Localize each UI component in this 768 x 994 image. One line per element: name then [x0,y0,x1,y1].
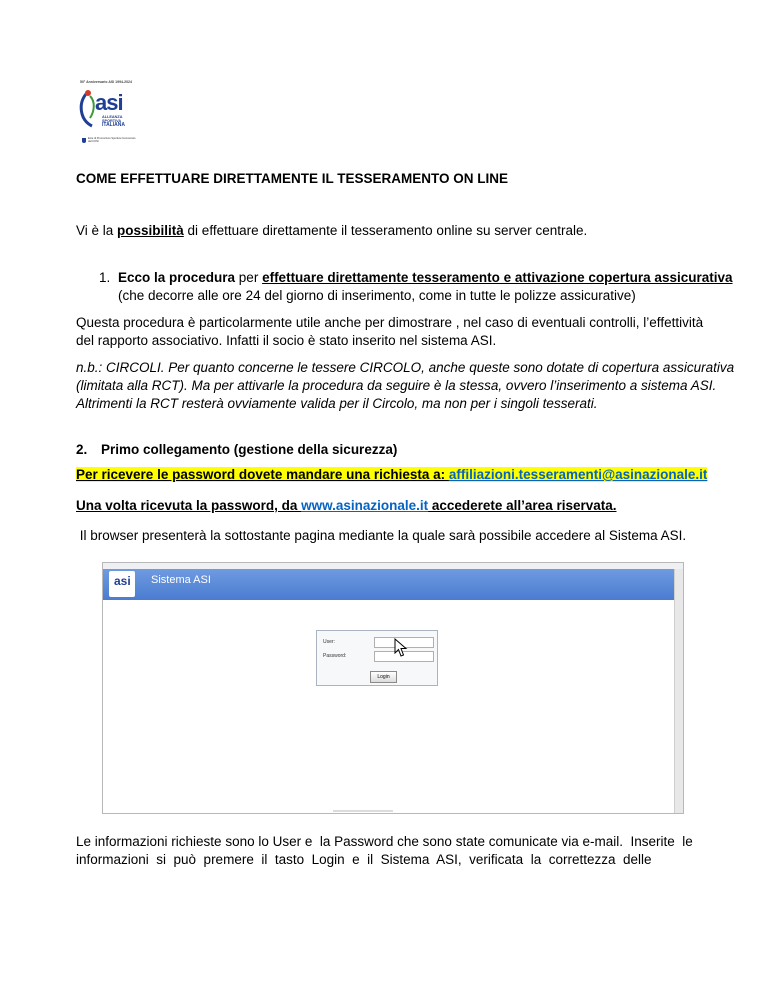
mouse-cursor-icon [394,638,408,658]
asi-logo [76,80,140,152]
password-request-text: Per ricevere le password dovete mandare una richiesta a: [76,467,449,482]
logo-line-1: ALLEANZA [102,115,123,119]
logo-caption: Ente di Promozione Sportiva riconosciuto dal CONI [88,137,136,144]
intro-text-before: Vi è la [76,223,118,238]
item1-line2: (che decorre alle ore 24 del giorno di inserimento, come in tutte le polizze assicurative) [118,288,636,303]
para1-line2: del rapporto associativo. Infatti il socio è stato inserito nel sistema ASI. [76,333,497,348]
user-label: User: [323,639,335,645]
list-item-1 [99,269,110,287]
item1-mid: per [235,270,263,285]
browser-paragraph: Il browser presenterà la sottostante pagina mediante la quale sarà possibile accedere al Sistema ASI. [76,528,687,543]
password-request-line [76,466,707,484]
site-link[interactable]: www.asinazionale.it [301,498,429,513]
nb-line3: Altrimenti la RCT resterà ovviamente valida per il Circolo, ma non per i singoli tesserati. [76,396,598,411]
intro-text-after: di effettuare direttamente il tesseramento online su server centrale. [183,223,588,238]
reserved-area-line [76,497,617,515]
logo-line-3: ITALIANA [102,122,125,129]
logo-line-2: SPORTIVA [102,119,122,124]
logo-top-text: 50° Anniversario ASI 1994-2024 [80,80,132,84]
item1-line1 [118,269,733,287]
para1-line1: Questa procedura è particolarmente utile anche per dimostrare , nel caso di eventuali controlli, l’effettività [76,315,704,330]
intro-bold: possibilità [117,223,184,238]
email-link[interactable]: affiliazioni.tesseramenti@asinazionale.it [448,467,708,482]
screenshot-logo [109,571,135,597]
once-text-after: accederete all’area riservata. [428,498,617,513]
nb-line2: (limitata alla RCT). Ma per attivarle la procedura da seguire è la stessa, ovvero l’inserimento a sistema ASI. [76,378,717,393]
item2-heading: Primo collegamento (gestione della sicurezza) [101,442,398,457]
info-line1: Le informazioni richieste sono lo User e la Password che sono state comunicate via e-mail. Inserite le [76,834,693,849]
login-page-screenshot [102,562,684,814]
document-title: COME EFFETTUARE DIRETTAMENTE IL TESSERAMENTO ON LINE [76,171,509,186]
login-button[interactable]: Login [370,671,397,683]
password-label: Password: [323,653,347,659]
intro-paragraph [76,222,587,240]
logo-shield-icon [82,138,86,143]
screenshot-logo-text: asi [114,574,131,588]
item1-bold2: effettuare direttamente tesseramento e attivazione copertura assicurativa [262,270,733,285]
screenshot-header [103,569,675,600]
logo-brand: asi [95,90,123,115]
once-text-before: Una volta ricevuta la password, da [76,498,302,513]
item1-bold1: Ecco la procedura [118,270,236,285]
login-form [316,630,438,686]
info-line2: informazioni si può premere il tasto Login e il Sistema ASI, verificata la correttezza delle [76,852,652,867]
item1-number: 1. [99,270,111,285]
screenshot-scrollbar [674,569,683,813]
screenshot-footer-bar [333,810,393,812]
item2-number: 2. [76,442,88,457]
nb-line1: n.b.: CIRCOLI. Per quanto concerne le tessere CIRCOLO, anche queste sono dotate di copertura assicurativa [76,360,735,375]
screenshot-title: Sistema ASI [151,574,211,586]
